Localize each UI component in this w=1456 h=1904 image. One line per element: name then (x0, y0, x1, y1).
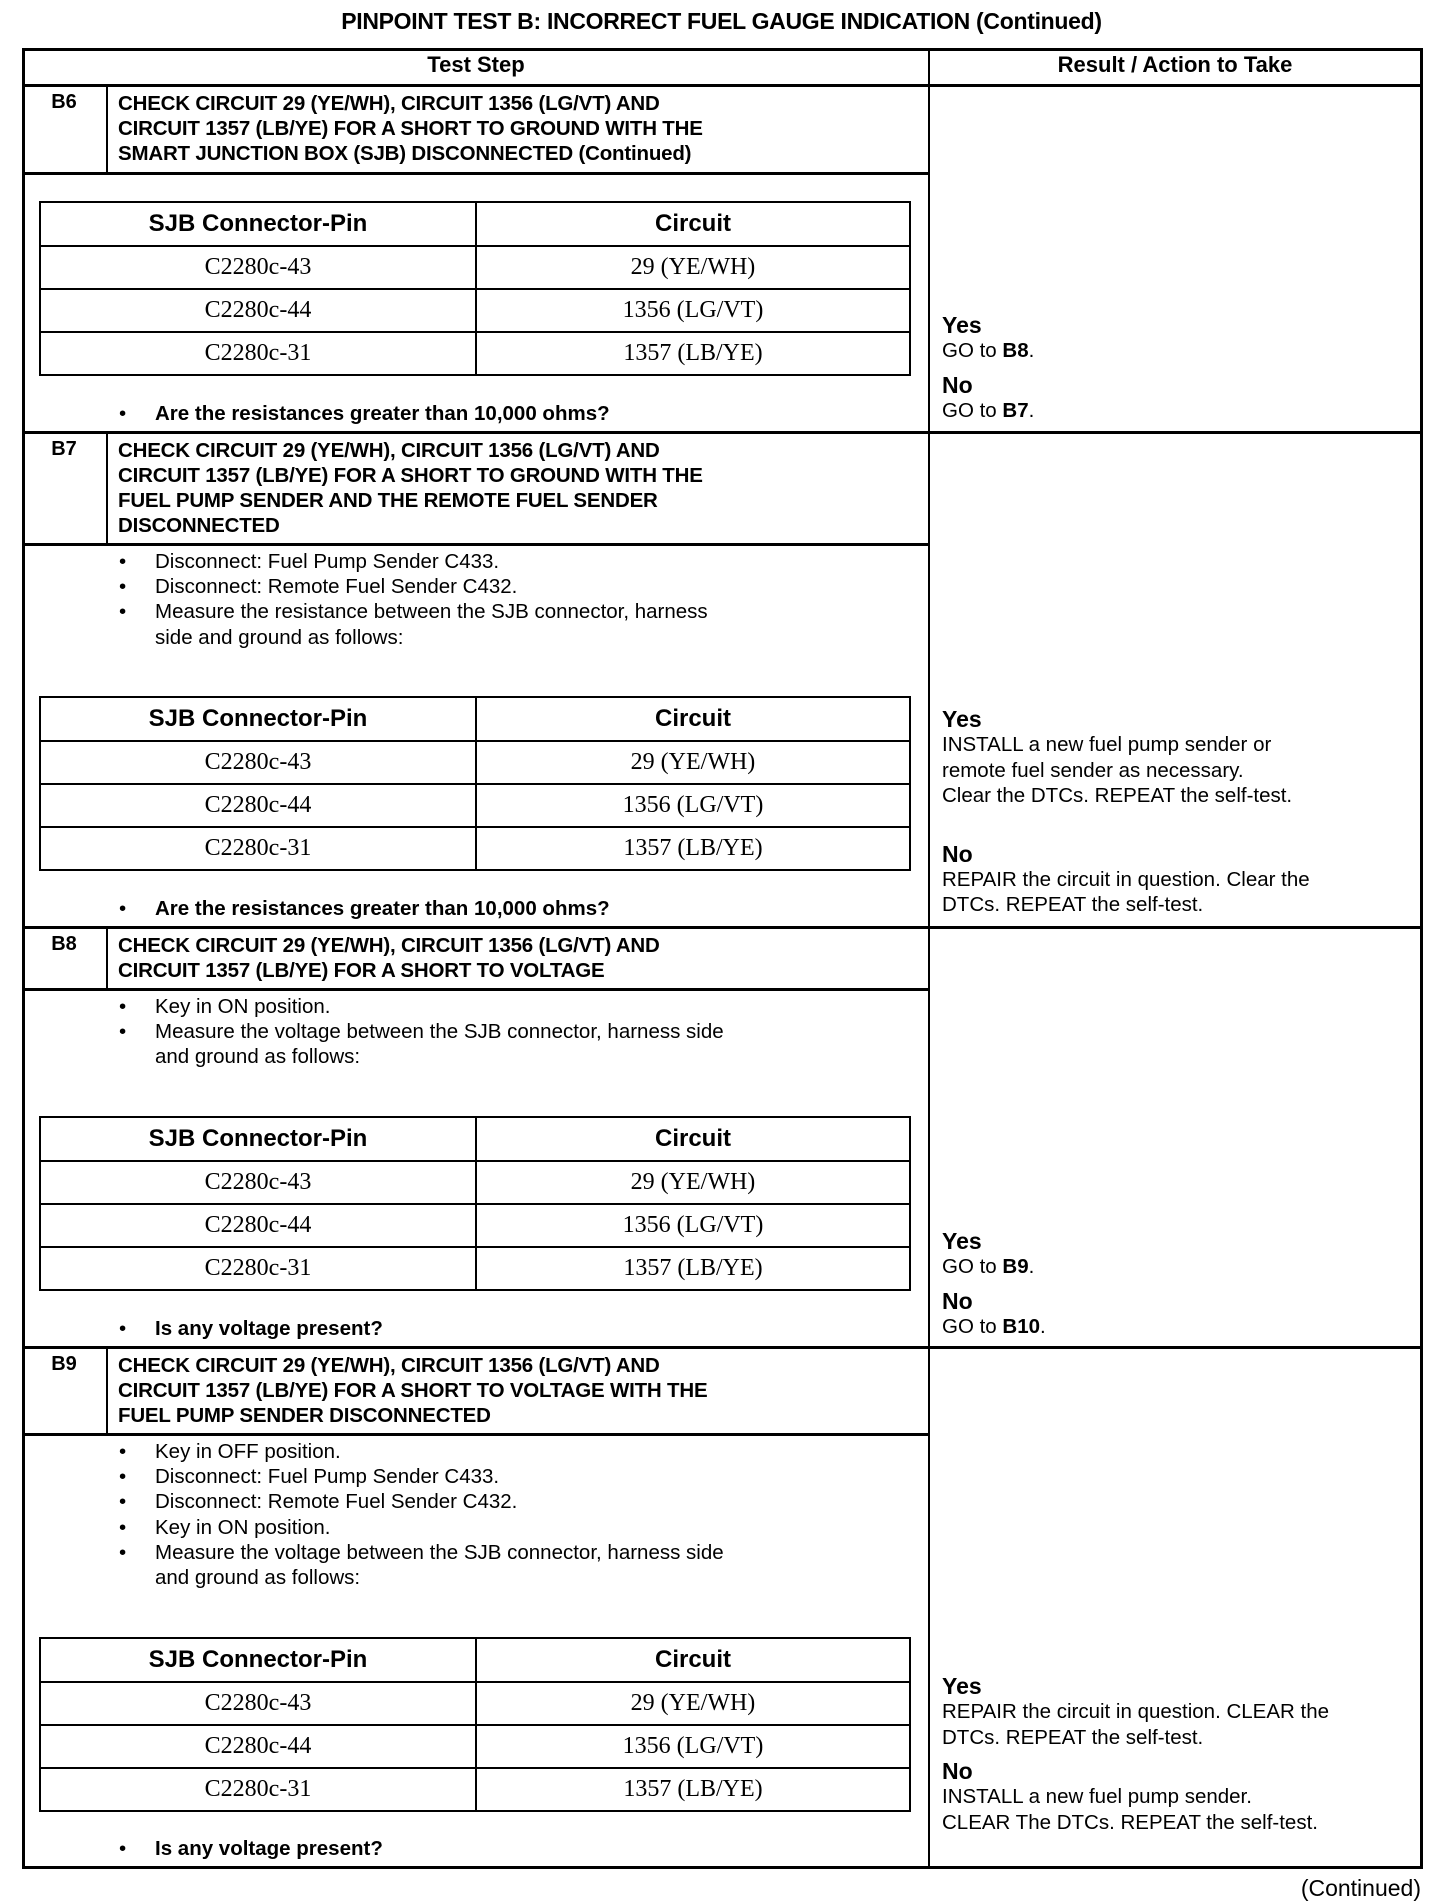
instruction-item: • Disconnect: Fuel Pump Sender C433. (115, 549, 905, 574)
no-action-line: DTCs. REPEAT the self-test. (942, 893, 1204, 916)
instruction-item: • Measure the voltage between the SJB connector, harness side and ground as follows: (115, 1540, 905, 1590)
step-title (118, 91, 918, 166)
goto-link-b10[interactable]: B10 (1002, 1314, 1040, 1338)
circuit-cell: 29 (YE/WH) (476, 1161, 910, 1204)
pin-cell: C2280c-31 (40, 827, 476, 870)
action-text: GO to (942, 1314, 1003, 1338)
step-title-line: SMART JUNCTION BOX (SJB) DISCONNECTED (Continued) (118, 142, 692, 165)
instruction-item: • Disconnect: Fuel Pump Sender C433. (115, 1464, 905, 1489)
pin-header: SJB Connector-Pin (40, 202, 476, 246)
instruction-item: • Measure the resistance between the SJB connector, harness side and ground as follows: (115, 599, 905, 649)
step-id: B8 (51, 933, 77, 955)
instruction-item: • Key in ON position. (115, 994, 905, 1019)
yes-action (942, 338, 1417, 364)
result-actions (942, 1228, 1417, 1339)
pin-cell: C2280c-44 (40, 1204, 476, 1247)
circuit-cell: 1357 (LB/YE) (476, 827, 910, 870)
goto-link-b7[interactable]: B7 (1002, 398, 1029, 422)
table-row (40, 741, 910, 784)
table-row (40, 332, 910, 375)
no-action-line: INSTALL a new fuel pump sender. (942, 1785, 1252, 1808)
pin-header: SJB Connector-Pin (40, 1117, 476, 1161)
pin-cell: C2280c-31 (40, 332, 476, 375)
step-title (118, 438, 918, 538)
action-text: . (1040, 1314, 1046, 1338)
pin-cell: C2280c-43 (40, 246, 476, 289)
step-question: • Is any voltage present? (115, 1317, 383, 1341)
continued-footer: (Continued) (1300, 1875, 1421, 1901)
column-header-result-action: Result / Action to Take (1057, 52, 1293, 77)
step-instructions (115, 994, 905, 1070)
table-row (40, 1204, 910, 1247)
pin-cell: C2280c-43 (40, 741, 476, 784)
instruction-item: • Key in ON position. (115, 1515, 905, 1540)
no-label: No (942, 1287, 973, 1314)
circuit-cell: 1356 (LG/VT) (476, 784, 910, 827)
step-title-line: CIRCUIT 1357 (LB/YE) FOR A SHORT TO VOLTAGE WITH THE (118, 1379, 708, 1402)
table-row (40, 1725, 910, 1768)
circuit-cell: 29 (YE/WH) (476, 1682, 910, 1725)
yes-action-line: DTCs. REPEAT the self-test. (942, 1725, 1204, 1749)
step-title-line: CHECK CIRCUIT 29 (YE/WH), CIRCUIT 1356 (LG/VT) AND (118, 92, 660, 115)
no-action (942, 398, 1417, 424)
page-title: PINPOINT TEST B: INCORRECT FUEL GAUGE INDICATION (Continued) (341, 8, 1102, 34)
yes-action-line: Clear the DTCs. REPEAT the self-test. (942, 784, 1293, 807)
action-text: GO to (942, 398, 1003, 422)
step-title-line: CIRCUIT 1357 (LB/YE) FOR A SHORT TO GROUND WITH THE (118, 117, 703, 140)
yes-action-line: remote fuel sender as necessary. (942, 758, 1244, 782)
yes-label: Yes (942, 706, 982, 732)
step-title-line: CHECK CIRCUIT 29 (YE/WH), CIRCUIT 1356 (LG/VT) AND (118, 439, 660, 462)
circuit-cell: 1356 (LG/VT) (476, 1204, 910, 1247)
table-header-row (40, 1117, 910, 1161)
no-action (942, 1314, 1417, 1340)
step-title-line: FUEL PUMP SENDER AND THE REMOTE FUEL SENDER (118, 489, 658, 512)
step-title-line: CHECK CIRCUIT 29 (YE/WH), CIRCUIT 1356 (LG/VT) AND (118, 1354, 660, 1377)
step-title-line: FUEL PUMP SENDER DISCONNECTED (118, 1404, 491, 1427)
column-header-test-step: Test Step (427, 52, 525, 77)
yes-label: Yes (942, 1673, 982, 1699)
circuit-cell: 29 (YE/WH) (476, 741, 910, 784)
no-action-line: REPAIR the circuit in question. Clear the (942, 867, 1310, 891)
pin-cell: C2280c-43 (40, 1161, 476, 1204)
no-label: No (942, 371, 973, 398)
yes-action-line: REPAIR the circuit in question. CLEAR the (942, 1700, 1330, 1723)
table-row (40, 1768, 910, 1811)
step-question: • Are the resistances greater than 10,000 ohms? (115, 402, 610, 426)
circuit-cell: 1357 (LB/YE) (476, 1247, 910, 1290)
step-id: B6 (51, 91, 77, 113)
table-row (40, 289, 910, 332)
pin-cell: C2280c-43 (40, 1682, 476, 1725)
circuit-header: Circuit (476, 1117, 910, 1161)
step-question: • Are the resistances greater than 10,000 ohms? (115, 897, 610, 921)
pin-cell: C2280c-31 (40, 1768, 476, 1811)
table-header-row (40, 697, 910, 741)
pin-cell: C2280c-31 (40, 1247, 476, 1290)
action-text: GO to (942, 339, 1003, 362)
no-action-line: CLEAR The DTCs. REPEAT the self-test. (942, 1810, 1318, 1834)
yes-label: Yes (942, 1228, 982, 1254)
goto-link-b9[interactable]: B9 (1002, 1255, 1029, 1278)
step-instructions (115, 549, 905, 650)
result-actions (942, 312, 1417, 423)
table-row (40, 827, 910, 870)
yes-action-line: INSTALL a new fuel pump sender or (942, 733, 1272, 756)
no-label: No (942, 1758, 973, 1784)
step-title-line: CIRCUIT 1357 (LB/YE) FOR A SHORT TO GROUND WITH THE (118, 464, 703, 487)
step-title-line: CIRCUIT 1357 (LB/YE) FOR A SHORT TO VOLTAGE (118, 959, 605, 982)
instruction-item: • Measure the voltage between the SJB connector, harness side and ground as follows: (115, 1019, 905, 1069)
circuit-cell: 29 (YE/WH) (476, 246, 910, 289)
pin-cell: C2280c-44 (40, 784, 476, 827)
table-header-row (40, 202, 910, 246)
table-row (40, 1682, 910, 1725)
pin-header: SJB Connector-Pin (40, 697, 476, 741)
step-title (118, 1353, 918, 1428)
table-row (40, 1161, 910, 1204)
circuit-header: Circuit (476, 697, 910, 741)
result-actions (942, 706, 1417, 918)
connector-pin-table (39, 1637, 911, 1812)
step-question: • Is any voltage present? (115, 1837, 383, 1861)
result-actions (942, 1673, 1417, 1835)
circuit-header: Circuit (476, 1638, 910, 1682)
connector-pin-table (39, 696, 911, 871)
instruction-item: • Key in OFF position. (115, 1439, 905, 1464)
pin-cell: C2280c-44 (40, 289, 476, 332)
action-text: GO to (942, 1255, 1003, 1278)
step-title-line: CHECK CIRCUIT 29 (YE/WH), CIRCUIT 1356 (LG/VT) AND (118, 934, 660, 957)
instruction-item: • Disconnect: Remote Fuel Sender C432. (115, 574, 905, 599)
table-row (40, 246, 910, 289)
action-text: . (1028, 398, 1035, 422)
action-text: . (1028, 1255, 1035, 1278)
connector-pin-table (39, 201, 911, 376)
goto-link-b8[interactable]: B8 (1002, 339, 1029, 362)
table-row (40, 1247, 910, 1290)
step-title (118, 933, 918, 983)
step-id: B7 (51, 438, 77, 460)
pin-cell: C2280c-44 (40, 1725, 476, 1768)
step-instructions (115, 1439, 905, 1590)
connector-pin-table (39, 1116, 911, 1291)
circuit-header: Circuit (476, 202, 910, 246)
yes-action (942, 1254, 1417, 1280)
table-row (40, 784, 910, 827)
table-header-row (40, 1638, 910, 1682)
instruction-item: • Disconnect: Remote Fuel Sender C432. (115, 1489, 905, 1514)
circuit-cell: 1357 (LB/YE) (476, 1768, 910, 1811)
yes-label: Yes (942, 312, 982, 338)
pin-header: SJB Connector-Pin (40, 1638, 476, 1682)
circuit-cell: 1356 (LG/VT) (476, 1725, 910, 1768)
circuit-cell: 1357 (LB/YE) (476, 332, 910, 375)
action-text: . (1028, 339, 1035, 362)
step-id: B9 (51, 1353, 77, 1375)
circuit-cell: 1356 (LG/VT) (476, 289, 910, 332)
no-label: No (942, 840, 973, 867)
step-title-line: DISCONNECTED (118, 514, 280, 537)
